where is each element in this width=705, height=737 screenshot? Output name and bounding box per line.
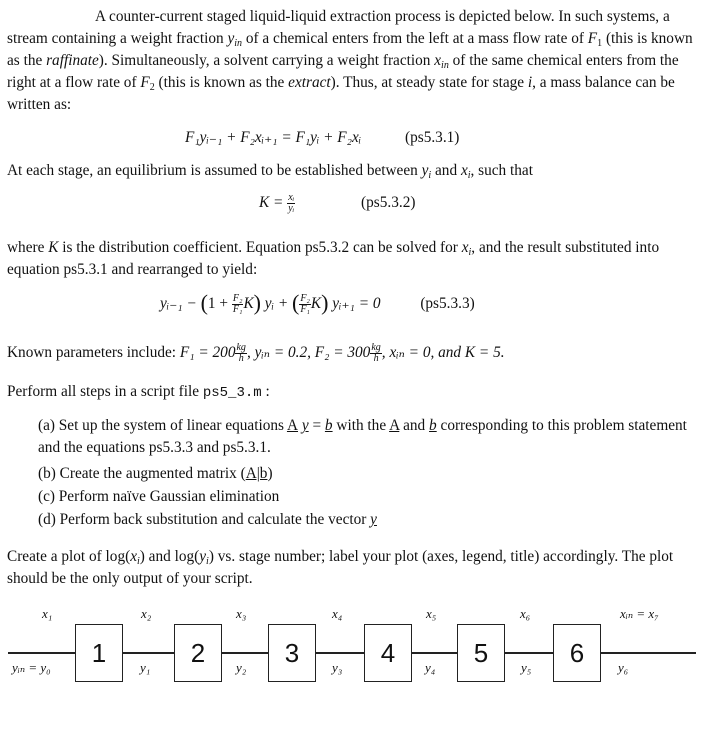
y-label: y₄ bbox=[425, 660, 436, 675]
equilibrium-sentence: At each stage, an equilibrium is assumed to be established between $y_i$ and $x_i$, such that bbox=[7, 162, 533, 181]
y-label: y₂ bbox=[236, 660, 247, 675]
intro-paragraph: A counter-current staged liquid-liquid extraction process is depicted below. In such systems, a stream containing a weight fraction $y_{in}$ of a chemical enters from the left at a mass flow rate of $F_1$ (this is known as the raffinate). Simultaneously, a solvent carrying a weight fraction $x_{in}$ of the same chemical enters from the right at a flow rate of $F_2$ (this is known as the extract). Thus, at steady state for stage i, a mass balance can be written as: bbox=[7, 8, 693, 113]
plot-instructions: Create a plot of $\log(x_i)$ and $\log(y_i)$ vs. stage number; label your plot (axes, legend, title) accordingly. The plot should be the only output of your script. bbox=[7, 548, 674, 587]
stage-box: 5 bbox=[457, 624, 505, 682]
perform-instructions: Perform all steps in a script file ps5_3.m : bbox=[7, 383, 270, 401]
stage-box: 3 bbox=[268, 624, 316, 682]
y-label: y₁ bbox=[140, 660, 151, 675]
task-c: (c) Perform naïve Gaussian elimination bbox=[38, 488, 280, 505]
equation-ps5-3-3: yᵢ₋₁ − (1 + $\frac{\text{F₂}}{\text{F₁}}$ K) yᵢ + ( $\frac{\text{F₂}}{\text{F₁}}$ K) yᵢ₊₁ = 0 (ps5.3.3) bbox=[160, 290, 475, 315]
y-label: y₃ bbox=[332, 660, 343, 675]
x-label: x₃ bbox=[236, 606, 247, 621]
stage-box: 6 bbox=[553, 624, 601, 682]
x-label: xᵢₙ = x₇ bbox=[620, 606, 659, 621]
task-d: (d) Perform back substitution and calculate the vector y bbox=[38, 511, 377, 528]
x-label: x₆ bbox=[520, 606, 531, 621]
x-label: x₄ bbox=[332, 606, 343, 621]
equation-ps5-3-1: F₁yᵢ₋₁ + F₂xᵢ₊₁ = F₁yᵢ + F₂xᵢ (ps5.3.1) bbox=[185, 129, 460, 146]
y-label: yᵢₙ = y₀ bbox=[12, 660, 51, 675]
known-parameters: Known parameters include: F₁ = 200 $\frac{kg}{h}$ , yᵢₙ = 0.2, F₂ = 300 $\frac{kg}{h}$ , xᵢₙ = 0, and K = 5. bbox=[7, 342, 505, 364]
y-label: y₆ bbox=[618, 660, 629, 675]
x-label: x₂ bbox=[141, 606, 152, 621]
fraction-xi-over-yi: $\frac{\text{xᵢ}}{\text{yᵢ}}$ bbox=[288, 192, 295, 214]
stage-box: 4 bbox=[364, 624, 412, 682]
task-b: (b) Create the augmented matrix (A|b) bbox=[38, 465, 273, 482]
task-a: (a) Set up the system of linear equations A y = b with the A and b corresponding to this problem statement and the equations ps5.3.3 and ps5.3.1. bbox=[38, 417, 687, 456]
stage-box: 1 bbox=[75, 624, 123, 682]
equation-ps5-3-2: K = $\frac{\text{xᵢ}}{\text{yᵢ}}$ (ps5.3.2) bbox=[259, 192, 416, 214]
where-paragraph: where K is the distribution coefficient. Equation ps5.3.2 can be solved for $x_i$, and the result substituted into equation ps5.3.1 and rearranged to yield: bbox=[7, 239, 660, 278]
x-label: x₅ bbox=[426, 606, 437, 621]
stage-box: 2 bbox=[174, 624, 222, 682]
script-filename: ps5_3.m bbox=[202, 385, 262, 401]
y-label: y₅ bbox=[521, 660, 532, 675]
x-label: x₁ bbox=[42, 606, 53, 621]
